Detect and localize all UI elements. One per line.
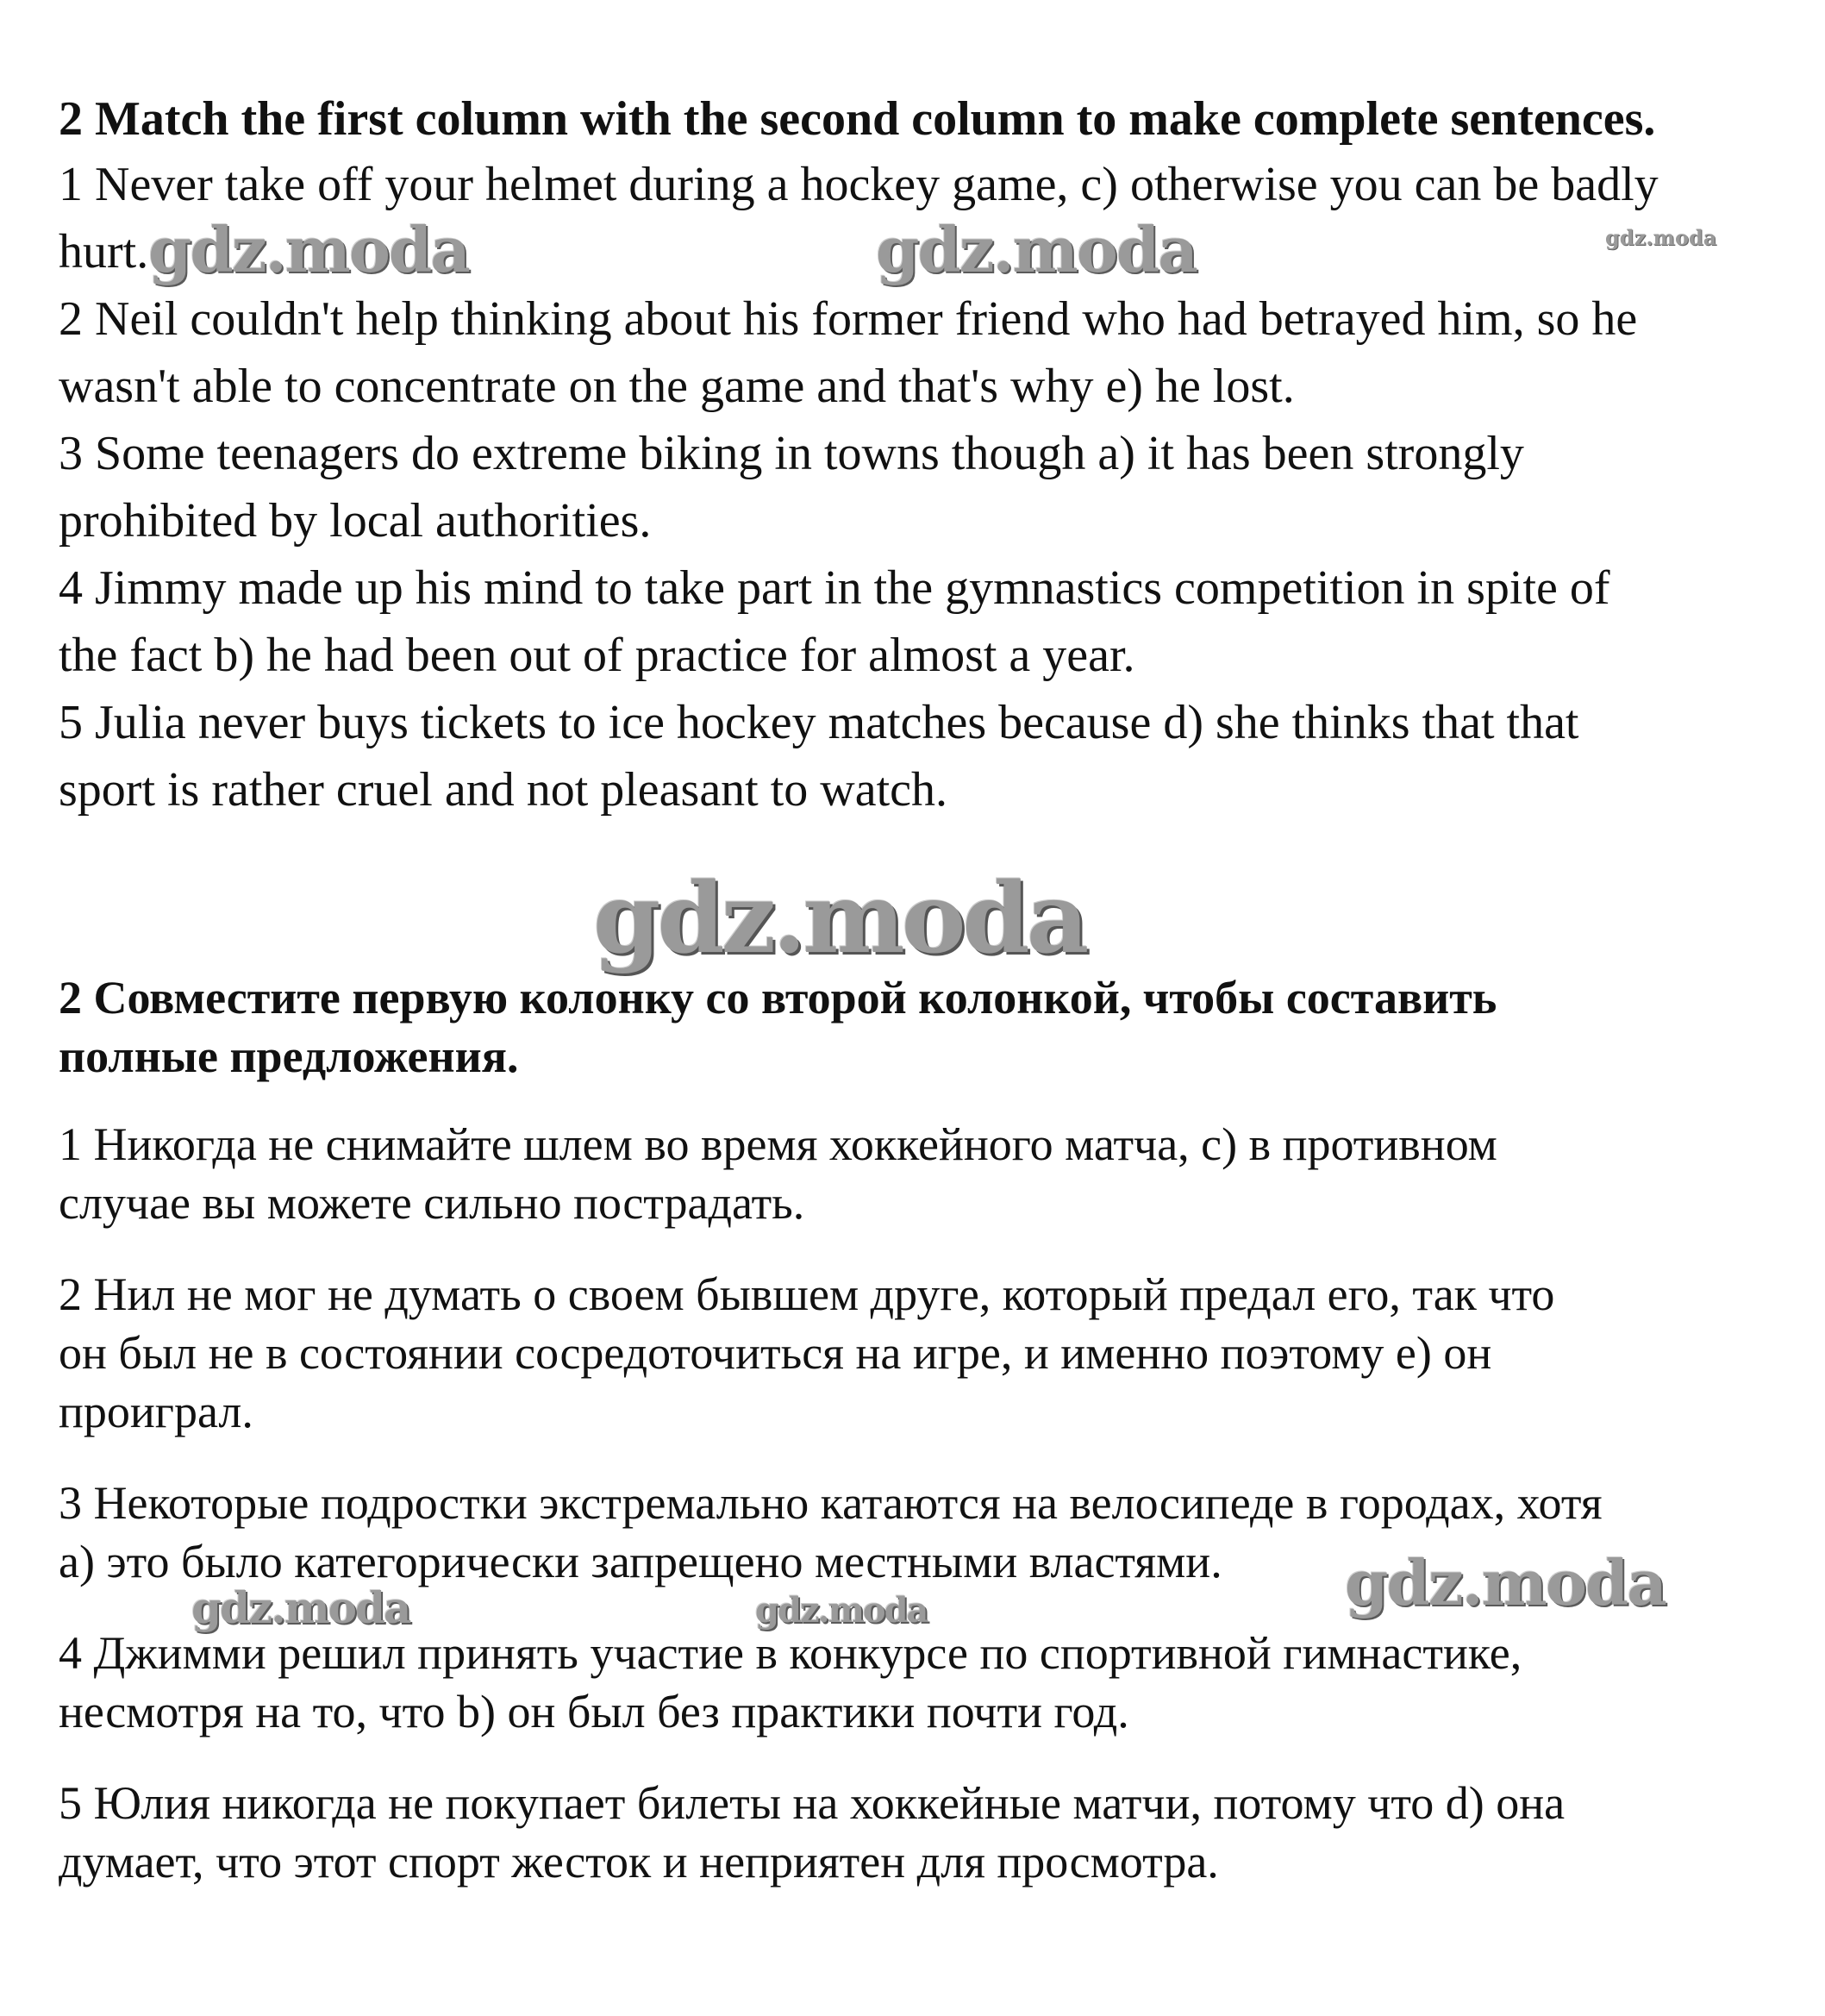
watermark: gdz.moda	[191, 1582, 410, 1633]
russian-heading: полные предложения.	[59, 1030, 519, 1082]
watermark: gdz.moda	[755, 1590, 928, 1631]
russian-line: 1 Никогда не снимайте шлем во время хоккейного матча, c) в противном	[59, 1118, 1497, 1170]
russian-heading: 2 Совместите первую колонку со второй колонкой, чтобы составить	[59, 972, 1497, 1024]
russian-line: 5 Юлия никогда не покупает билеты на хоккейные матчи, потому что d) она	[59, 1777, 1566, 1829]
russian-line: он был не в состоянии сосредоточиться на игре, и именно поэтому e) он	[59, 1327, 1492, 1379]
watermark: gdz.moda	[1345, 1546, 1666, 1619]
english-line: the fact b) he had been out of practice for almost a year.	[59, 629, 1135, 682]
english-line: sport is rather cruel and not pleasant to watch.	[59, 763, 947, 817]
english-line: 2 Neil couldn't help thinking about his former friend who had betrayed him, so he	[59, 292, 1638, 346]
english-line: 4 Jimmy made up his mind to take part in the gymnastics competition in spite of	[59, 561, 1610, 615]
watermark: gdz.moda	[148, 213, 469, 286]
watermark: gdz.moda	[1605, 225, 1717, 250]
english-line: prohibited by local authorities.	[59, 494, 652, 548]
russian-line: несмотря на то, что b) он был без практики почти год.	[59, 1686, 1129, 1737]
russian-line: 4 Джимми решил принять участие в конкурсе по спортивной гимнастике,	[59, 1627, 1522, 1679]
english-line: 5 Julia never buys tickets to ice hockey matches because d) she thinks that that	[59, 696, 1579, 749]
watermark: gdz.moda	[876, 213, 1197, 286]
russian-line: думает, что этот спорт жесток и неприятен для просмотра.	[59, 1836, 1219, 1888]
russian-line: случае вы можете сильно пострадать.	[59, 1177, 805, 1229]
russian-line: a) это было категорически запрещено местными властями.	[59, 1536, 1222, 1587]
russian-line: проиграл.	[59, 1386, 253, 1437]
english-line: 3 Some teenagers do extreme biking in towns though a) it has been strongly	[59, 427, 1524, 480]
watermark: gdz.moda	[593, 862, 1086, 975]
english-heading: 2 Match the first column with the second column to make complete sentences.	[59, 92, 1656, 146]
russian-line: 2 Нил не мог не думать о своем бывшем друге, который предал его, так что	[59, 1268, 1555, 1320]
english-line: 1 Never take off your helmet during a hockey game, c) otherwise you can be badly	[59, 158, 1659, 211]
english-line: wasn't able to concentrate on the game and that's why e) he lost.	[59, 360, 1295, 413]
english-line: hurt.	[59, 225, 149, 279]
russian-line: 3 Некоторые подростки экстремально катаются на велосипеде в городах, хотя	[59, 1477, 1603, 1529]
